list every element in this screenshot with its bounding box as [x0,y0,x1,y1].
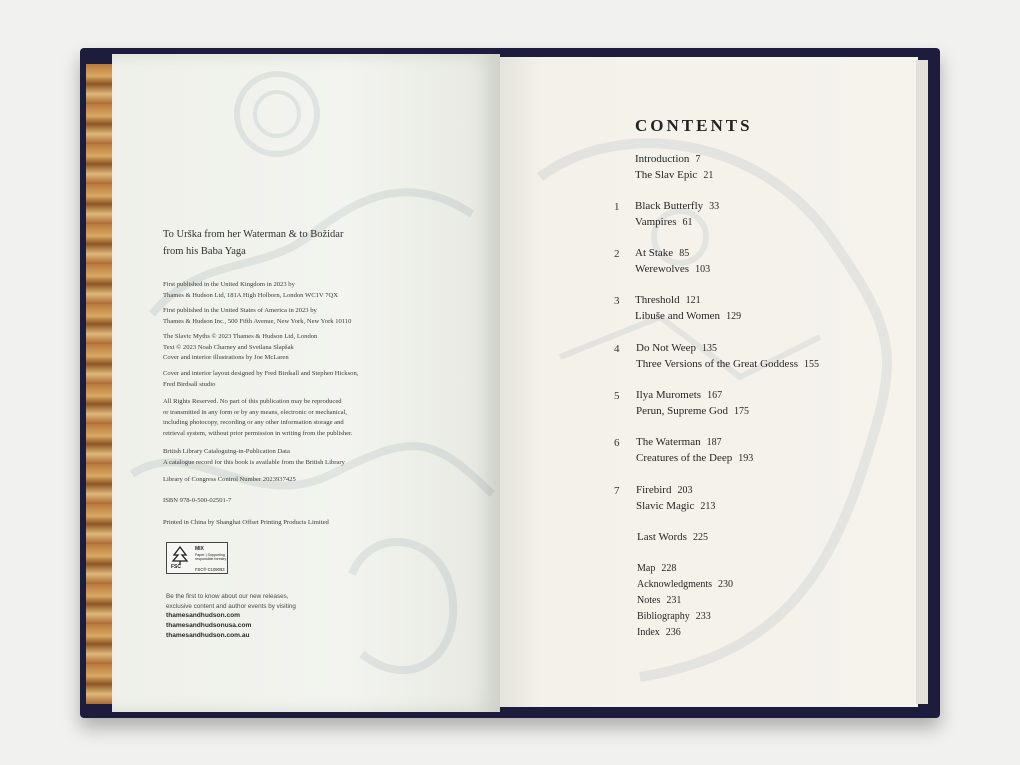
design-credit: Cover and interior layout designed by Fred Birdsall and Stephen Hickson, Fred Birdsall studio [163,370,359,388]
toc-entry: Introduction 7 [635,153,701,165]
dedication [163,226,393,260]
chapter-number: 4 [614,343,620,355]
toc-entry: The Slav Epic 21 [635,169,714,181]
promo-line: exclusive content and author events by visiting [166,603,296,610]
chapter-number: 7 [614,485,620,497]
toc-entry: Black Butterfly 33 [635,200,720,212]
fsc-logo [166,542,228,574]
toc-entry: Index 236 [637,627,681,638]
toc-entry: Creatures of the Deep 193 [636,452,754,464]
copyright-notice: The Slavic Myths © 2023 Thames & Hudson Ltd, London Text © 2023 Noah Charney and Svetlana Slapšak Cover and interior illustrations by Joe McLaren [163,333,318,362]
toc-entry: Libuše and Women 129 [635,310,742,322]
toc-entry: Do Not Weep 135 [636,342,718,354]
toc-entry: Map 228 [637,563,677,574]
toc-entry: Acknowledgments 230 [637,579,733,590]
chapter-number: 6 [614,437,620,449]
chapter-number: 2 [614,248,620,260]
toc-entry: Ilya Muromets 167 [636,389,723,401]
promo-text [166,592,366,612]
website-link: thamesandhudsonusa.com [166,622,252,629]
fsc-brand: FSC [171,564,181,570]
toc-entry: Bibliography 233 [637,611,711,622]
chapter-number: 3 [614,295,620,307]
toc-entry: Firebird 203 [636,484,693,496]
toc-entry: Werewolves 103 [635,263,711,275]
imprint-us: First published in the United States of America in 2023 by Thames & Hudson Inc., 500 Fifth Avenue, New York, New York 10110 [163,307,352,325]
printer-credit: Printed in China by Shanghai Offset Printing Products Limited [163,519,329,526]
toc-entry: Vampires 61 [635,216,693,228]
website-link: thamesandhudson.com.au [166,632,250,639]
right-page-illustration [500,57,918,707]
fsc-code: FSC® C109093 [195,567,225,572]
british-library-data: British Library Cataloguing-in-Publication Data A catalogue record for this book is available from the British Library [163,448,345,466]
toc-entry: Notes 231 [637,595,682,606]
imprint-uk: First published in the United Kingdom in 2023 by Thames & Hudson Ltd, 181A High Holborn, London WC1V 7QX [163,281,339,299]
promo-line: Be the first to know about our new releases, [166,593,289,600]
toc-entry: Three Versions of the Great Goddess 155 [636,358,820,370]
toc-entry: At Stake 85 [635,247,690,259]
chapter-number: 5 [614,390,620,402]
contents-heading: CONTENTS [635,116,753,135]
endpaper-pattern [86,64,114,704]
toc-entry: Last Words 225 [637,531,708,543]
toc-entry: Perun, Supreme God 175 [636,405,749,417]
isbn: ISBN 978-0-500-02501-7 [163,497,232,504]
chapter-number: 1 [614,201,620,213]
toc-entry: The Waterman 187 [636,436,722,448]
rights-reserved: All Rights Reserved. No part of this publication may be reproduced or transmitted in any form or by any means, electronic or mechanical, including photocopy, recording or any other information storage and retrieval system, without prior permission in writing from the publisher. [163,398,353,437]
toc-entry: Slavic Magic 213 [636,500,716,512]
dedication-line: To Urška from her Waterman & to Božidar [163,229,344,240]
website-link: thamesandhudson.com [166,612,241,619]
fsc-mix: MIX [195,546,204,552]
loc-number: Library of Congress Control Number 2023937425 [163,476,296,483]
toc-entry: Threshold 121 [635,294,701,306]
fsc-description: Paper | Supporting responsible forestry [195,553,227,562]
dedication-line: from his Baba Yaga [163,246,246,257]
